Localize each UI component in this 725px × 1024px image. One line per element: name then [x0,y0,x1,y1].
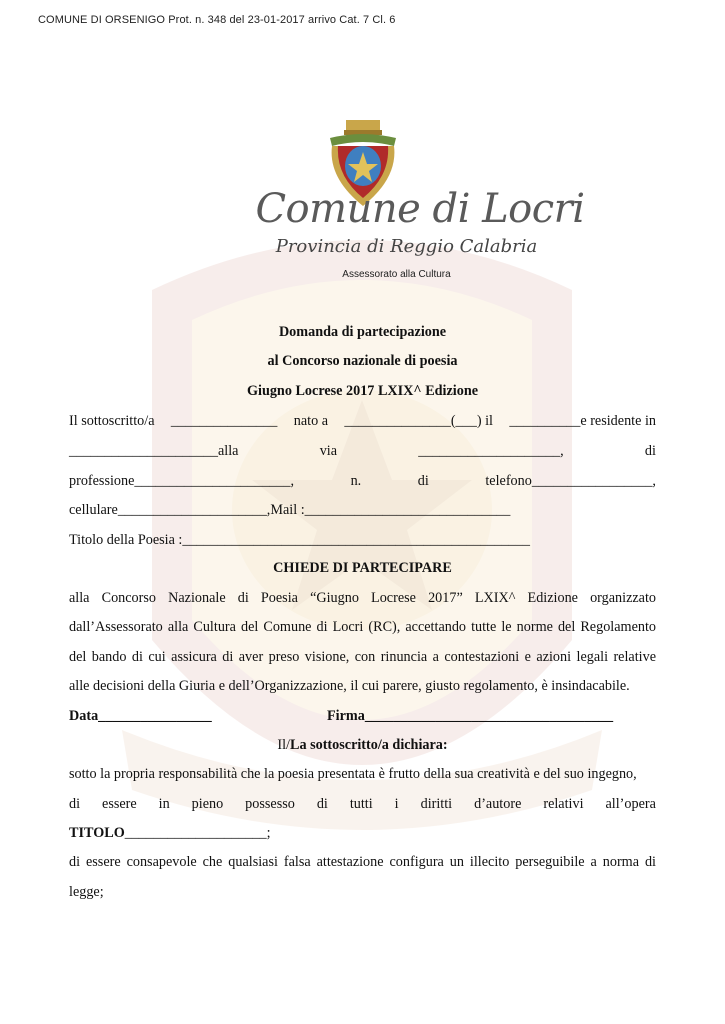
word: diritti [420,796,453,812]
heading-line-3: Giugno Locrese 2017 LXIX^ Edizione [246,383,479,399]
form-row-profession [69,472,656,490]
form-row-name [69,412,656,430]
declaration-line-spread [69,795,656,813]
label-sottoscritto: Il sottoscritto/a [69,413,155,429]
form-row-contacts[interactable]: cellulare_____________________,Mail :_____________________________ [69,502,511,518]
signature-row [69,707,656,725]
request-paragraph-line: alle decisioni della Giuria e dell’Organizzazione, il cui parere, giusto regolamento, è insindacabile. [69,678,630,694]
word: possesso [245,796,295,812]
signature-field[interactable]: ___________________________________ [364,708,614,724]
word: di [316,796,328,812]
titolo-field[interactable]: ____________________; [124,825,271,841]
logo-department: Assessorato alla Cultura [342,269,451,280]
declaration-line: di essere consapevole che qualsiasi falsa attestazione configura un illecito perseguibile a norma di [69,854,656,870]
request-title: CHIEDE DI PARTECIPARE [273,560,452,576]
label-via: via [319,443,338,459]
label-di: di [644,443,656,459]
word: relativi [543,796,584,812]
word: di [69,796,81,812]
declaration-line: sotto la propria responsabilità che la poesia presentata è frutto della sua creatività e del suo ingegno, [69,766,637,782]
declaration-title-text: La sottoscritto/a dichiara: [289,737,448,753]
field-residence[interactable]: __________e residente in [509,413,656,429]
date-label: Data [69,708,99,724]
field-phone[interactable]: telefono_________________, [485,473,656,489]
request-paragraph-line: del bando di cui assicura di aver preso visione, con rinuncia a contestazioni e azioni legali relative [69,649,656,665]
word: i [394,796,399,812]
word: essere [102,796,137,812]
signature-block [327,707,613,725]
request-paragraph-line: alla Concorso Nazionale di Poesia “Giugno Locrese 2017” LXIX^ Edizione organizzato [69,590,656,606]
word: in [158,796,170,812]
label-nato-a: nato a [293,413,329,429]
request-paragraph-line: dall’Assessorato alla Cultura del Comune di Locri (RC), accettando tutte le norme del Regolamento [69,619,656,635]
form-row-address [69,442,656,460]
field-city[interactable]: _____________________alla [69,443,239,459]
label-n: n. [350,473,362,489]
date-field[interactable]: ________________ [98,708,212,724]
word: tutti [349,796,373,812]
logo-subtitle: Provincia di Reggio Calabria [275,236,538,257]
field-profession[interactable]: professione______________________, [69,473,295,489]
heading-line-2: al Concorso nazionale di poesia [267,353,458,369]
heading-line-1: Domanda di partecipazione [278,324,447,340]
word: all’opera [605,796,656,812]
field-name[interactable]: _______________ [170,413,278,429]
signature-label: Firma [327,708,365,724]
declaration-title-prefix: Il/ [277,737,290,753]
declaration-line: legge; [69,884,104,900]
word: d’autore [474,796,522,812]
word: pieno [191,796,224,812]
protocol-stamp: COMUNE DI ORSENIGO Prot. n. 348 del 23-01-2017 arrivo Cat. 7 Cl. 6 [38,14,396,26]
field-birthplace-date[interactable]: _______________(___) il [344,413,493,429]
declaration-title [69,736,656,754]
form-row-poem-title[interactable]: Titolo della Poesia :_________________________________________________ [69,532,530,548]
titolo-label: TITOLO [69,825,125,841]
label-di-2: di [417,473,429,489]
logo-title: Comune di Locri [255,186,585,232]
field-street[interactable]: ____________________, [418,443,564,459]
declaration-title-row [69,824,656,842]
